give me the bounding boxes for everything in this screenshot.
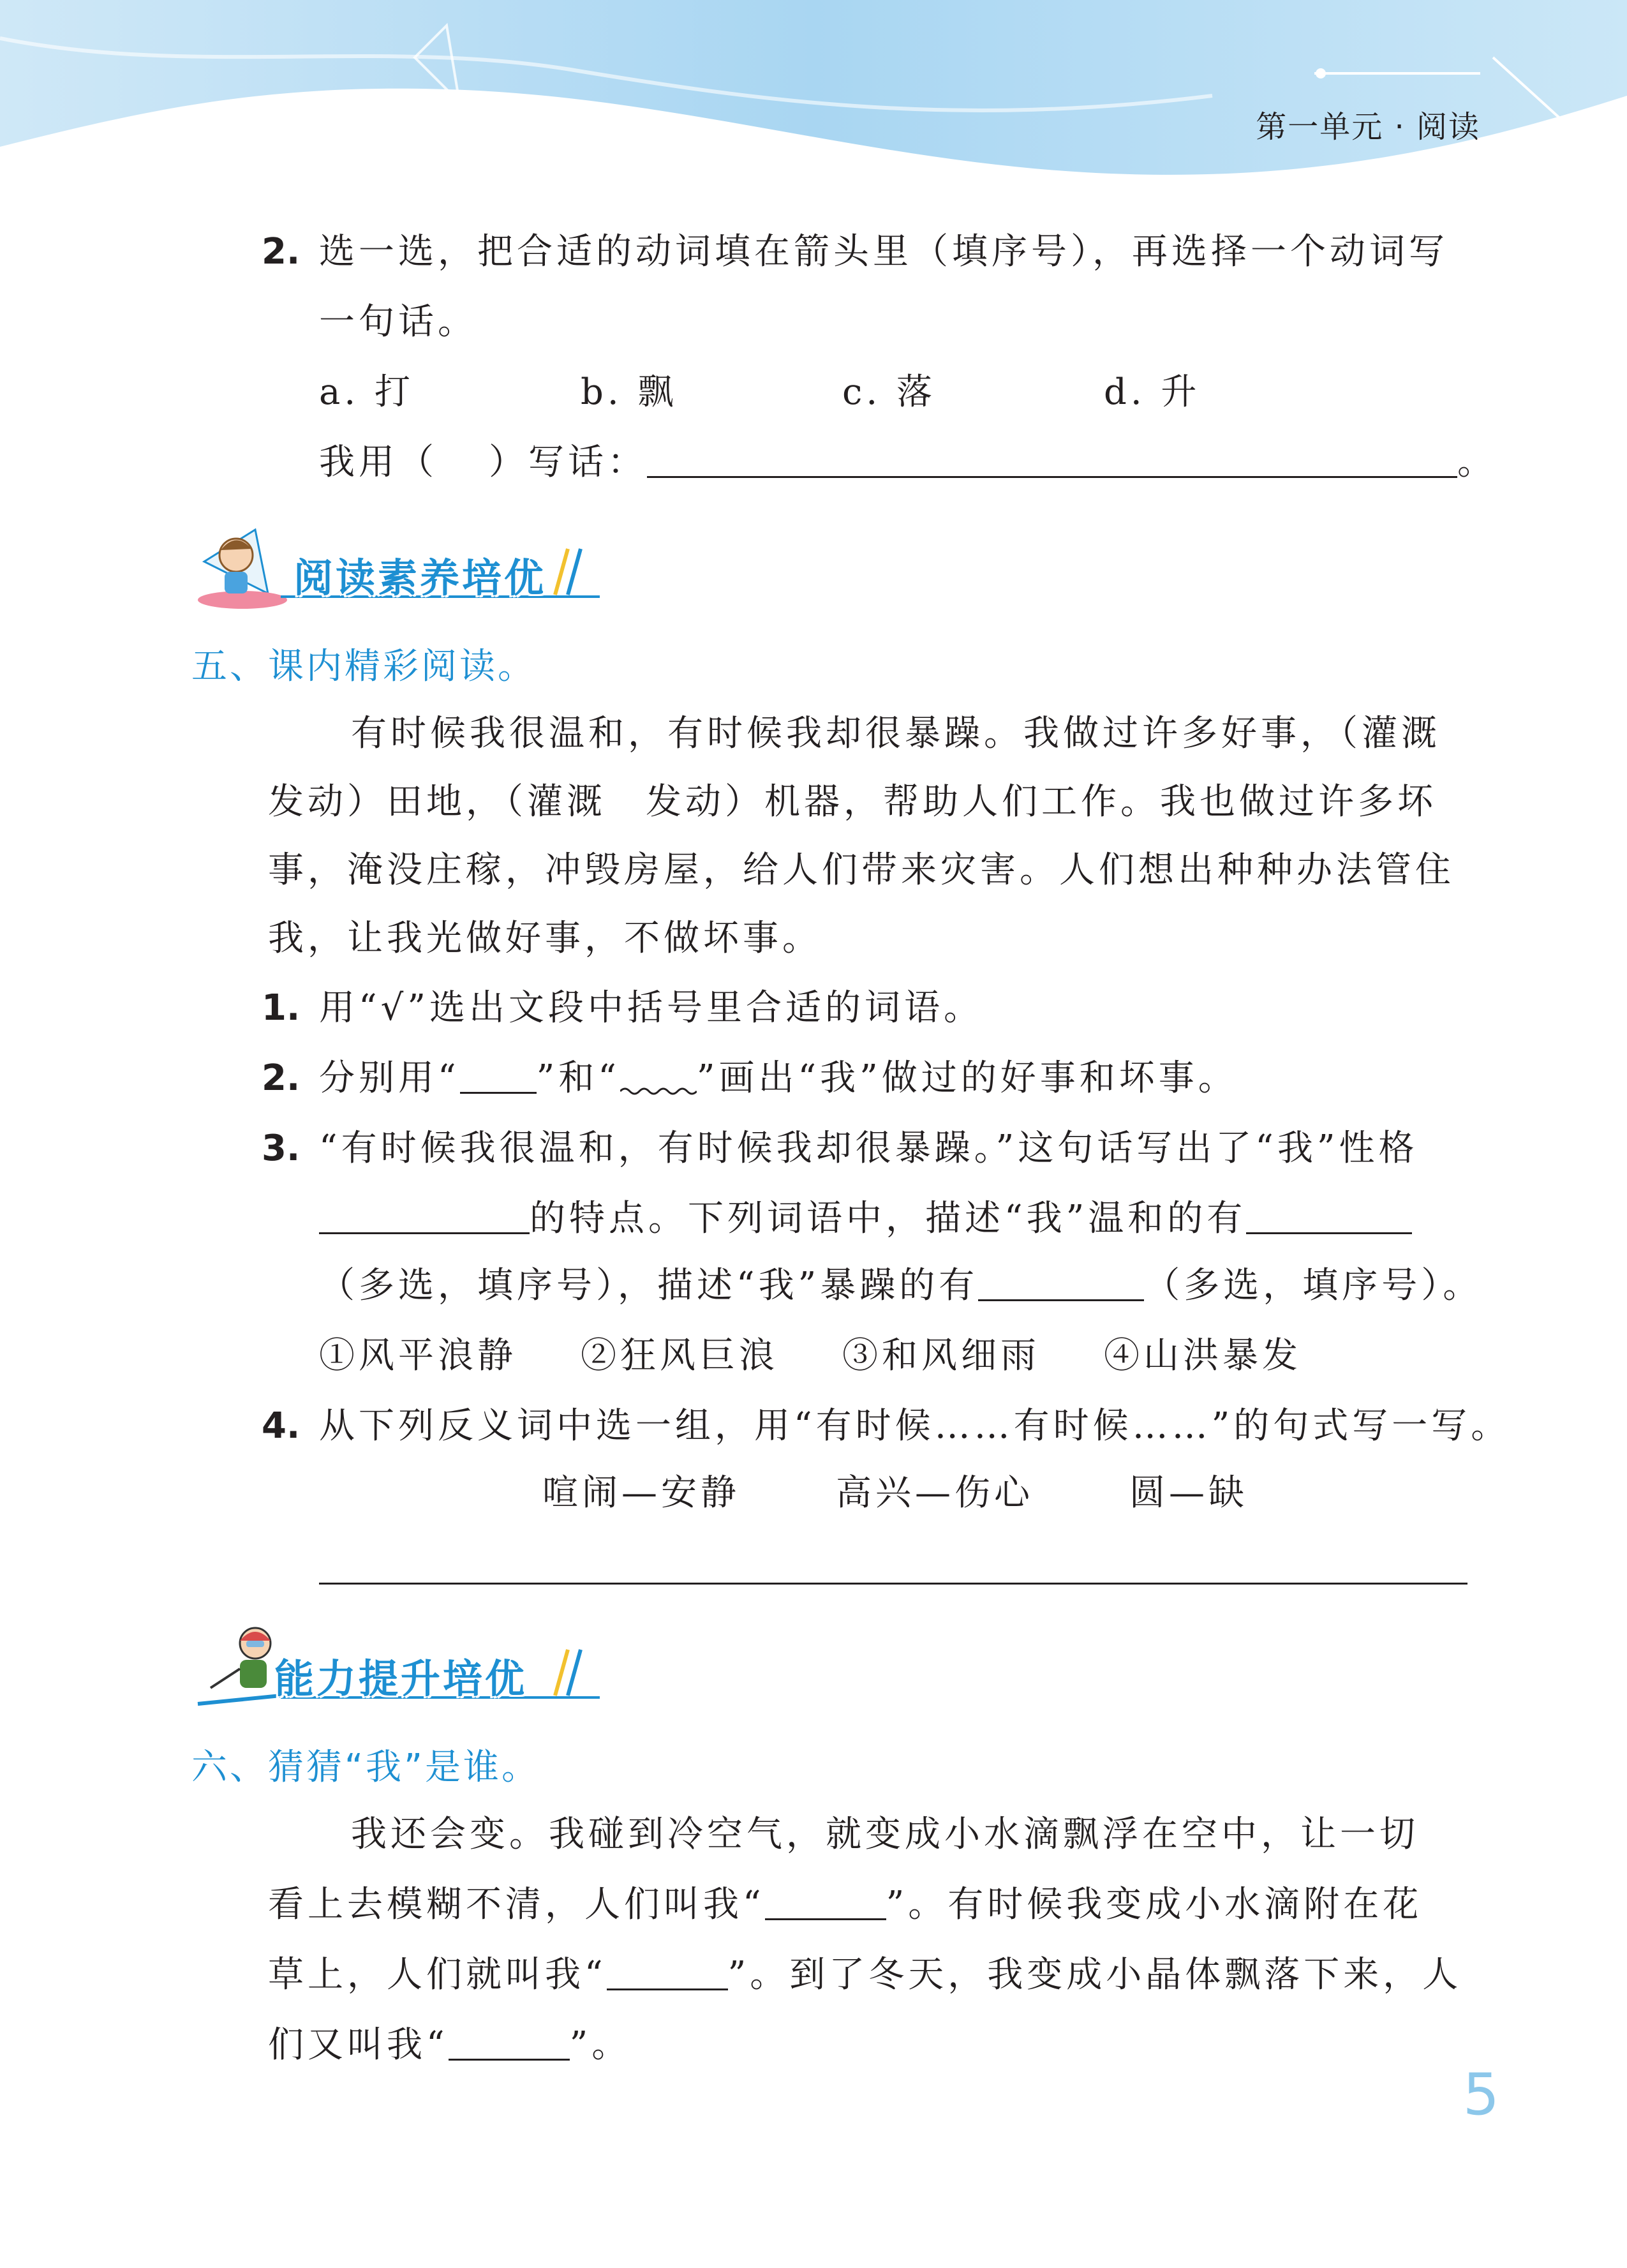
fierce-words-blank[interactable] (978, 1267, 1144, 1301)
passage-line1: 有时候我很温和，有时候我却很暴躁。我做过许多好事，（灌溉 (351, 713, 1441, 754)
q2-options (319, 367, 1200, 418)
write-middle: ）写话： (489, 442, 647, 483)
character-trait-blank[interactable] (319, 1200, 530, 1234)
choice-1: ①风平浪静 (319, 1335, 517, 1376)
q2-text-line2: 一句话。 (319, 301, 477, 343)
question-number: 3. (262, 1128, 301, 1169)
s5-q1 (262, 983, 983, 1034)
s6-line2 (268, 1879, 1422, 1930)
question-number: 4. (262, 1405, 301, 1447)
s5-q4 (262, 1401, 1510, 1452)
unit-label: 第一单元 · 阅读 (1256, 109, 1480, 145)
option-b: b. 飘 (581, 371, 678, 413)
badge-title-reading: 阅读素养培优 (293, 555, 547, 601)
s6-line4b: ”。 (569, 2024, 632, 2066)
gentle-words-blank[interactable] (1246, 1200, 1412, 1234)
s5-q3-text-line2: 的特点。下列词语中，描述“我”温和的有 (530, 1198, 1247, 1239)
s5-q4-text: 从下列反义词中选一组，用“有时候……有时候……”的句式写一写。 (319, 1405, 1511, 1447)
s5-q2-part2: ”和“ (536, 1057, 620, 1099)
option-c: c. 落 (842, 371, 936, 413)
s5-q2 (262, 1053, 1238, 1104)
page-number: 5 (1462, 2061, 1499, 2128)
s6-line2b: ”。有时候我变成小水滴附在花 (886, 1884, 1423, 1925)
s5-q3-line3 (319, 1260, 1482, 1311)
s5-q3-line1 (262, 1123, 1418, 1174)
question-number: 1. (262, 987, 301, 1029)
choice-4: ④山洪暴发 (1104, 1335, 1302, 1376)
s5-q3-text-line1: “有时候我很温和，有时候我却很暴躁。”这句话写出了“我”性格 (319, 1128, 1418, 1169)
s6-line3 (268, 1950, 1462, 2001)
q2-write-line (319, 437, 1497, 488)
q2-text-line1: 选一选，把合适的动词填在箭头里（填序号），再选择一个动词写 (319, 231, 1448, 272)
passage-line2: 发动）田地，（灌溉 发动）机器，帮助人们工作。我也做过许多坏 (268, 781, 1437, 823)
s5-q3-choices (319, 1331, 1302, 1382)
passage-line4: 我，让我光做好事，不做坏事。 (268, 918, 822, 959)
straight-line-sample (460, 1060, 537, 1094)
choice-3: ③和风细雨 (842, 1335, 1040, 1376)
s5-q1-text: 用“√”选出文段中括号里合适的词语。 (319, 987, 983, 1029)
antonym-pairs (542, 1468, 1248, 1519)
antonym-pair-1: 喧闹—安静 (542, 1472, 740, 1514)
header-wave-banner (0, 0, 1627, 191)
write-end: 。 (1457, 442, 1497, 483)
s5-q3-text-line3b: （多选，填序号）。 (1144, 1265, 1483, 1306)
s5-q3-text-line3a: （多选，填序号），描述“我”暴躁的有 (319, 1265, 979, 1306)
s5-q3-line2 (319, 1193, 1412, 1244)
sentence-writing-line[interactable] (319, 1583, 1467, 1585)
q2-line1 (262, 227, 1448, 278)
badge-title-ability: 能力提升培优 (274, 1655, 528, 1702)
option-d: d. 升 (1104, 371, 1201, 413)
write-prefix: 我用（ (319, 442, 438, 483)
section6-title: 六、猜猜“我”是谁。 (191, 1747, 540, 1788)
question-number: 2. (262, 1057, 301, 1099)
passage-line3: 事，淹没庄稼，冲毁房屋，给人们带来灾害。人们想出种种办法管住 (268, 849, 1455, 891)
snow-answer-blank[interactable] (449, 2027, 570, 2061)
wavy-line-sample (620, 1061, 697, 1096)
s6-line1: 我还会变。我碰到冷空气，就变成小水滴飘浮在空中，让一切 (351, 1814, 1419, 1855)
s6-line3b: ”。到了冬天，我变成小晶体飘落下来，人 (727, 1954, 1462, 1996)
antonym-pair-3: 圆—缺 (1129, 1472, 1248, 1514)
dew-answer-blank[interactable] (607, 1957, 728, 1990)
s6-line2a: 看上去模糊不清，人们叫我“ (268, 1884, 765, 1925)
antonym-pair-2: 高兴—伤心 (836, 1472, 1034, 1514)
fog-answer-blank[interactable] (765, 1886, 886, 1920)
s5-q2-part1: 分别用“ (319, 1057, 460, 1099)
question-number: 2. (262, 231, 301, 272)
choice-2: ②狂风巨浪 (581, 1335, 778, 1376)
sentence-answer-blank[interactable] (647, 444, 1457, 478)
s5-q2-part3: ”画出“我”做过的好事和坏事。 (696, 1057, 1238, 1099)
s6-line3a: 草上，人们就叫我“ (268, 1954, 607, 1996)
section5-title: 五、课内精彩阅读。 (191, 646, 536, 687)
s6-line4a: 们又叫我“ (268, 2024, 449, 2066)
option-a: a. 打 (319, 371, 414, 413)
s6-line4 (268, 2020, 631, 2071)
